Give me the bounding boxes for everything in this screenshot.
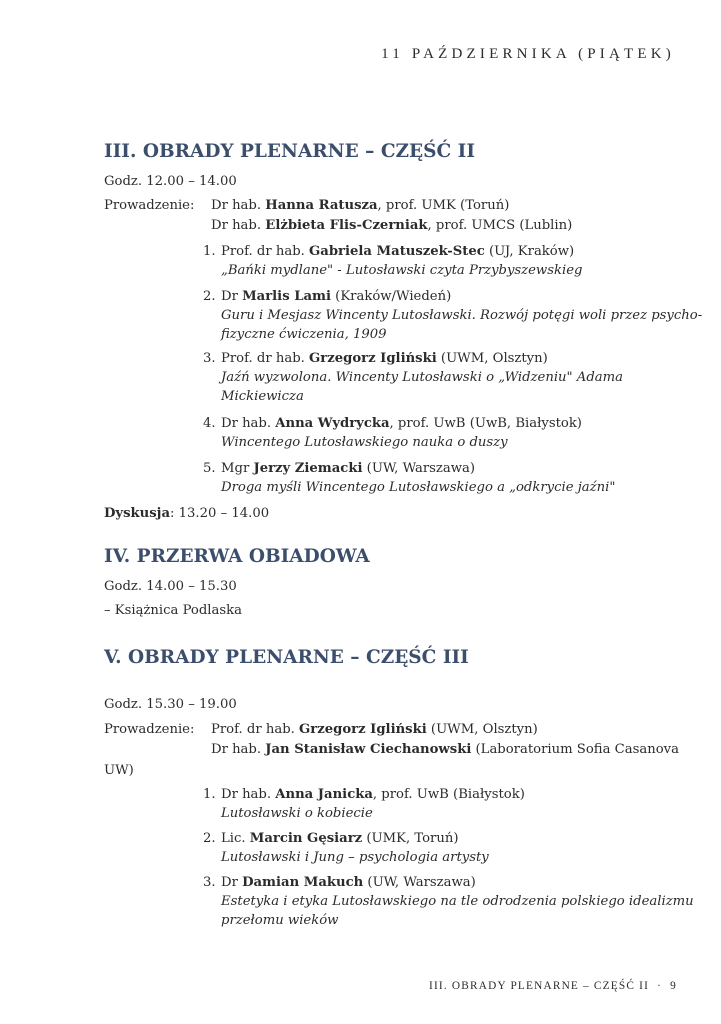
speaker-name: Damian Makuch [242,875,364,890]
section-title-iii: III. OBRADY PLENARNE – CZĘŚĆ II [104,141,475,162]
chair-name: Hanna Ratusza [265,198,378,213]
speaker-name: Anna Wydrycka [275,416,390,431]
session-time: Godz. 15.30 – 19.00 [104,697,237,712]
talk-title: Wincentego Lutosławskiego nauka o duszy [221,435,508,450]
chair-label: Prowadzenie: [104,198,195,213]
speaker-name: Marcin Gęsiarz [249,831,363,846]
chair-line: Prof. dr hab. Grzegorz Igliński (UWM, Olsztyn) [211,722,538,737]
section-title-v: V. OBRADY PLENARNE – CZĘŚĆ III [104,647,469,668]
session-time: Godz. 12.00 – 14.00 [104,174,237,189]
speaker-name: Anna Janicka [275,787,373,802]
talk-title: przełomu wieków [221,913,339,928]
talk-title: Droga myśli Wincentego Lutosławskiego a „odkrycie jaźni" [221,480,616,495]
chair-name: Elżbieta Flis-Czerniak [265,218,428,233]
section-title-iv: IV. PRZERWA OBIADOWA [104,546,370,567]
talk-title: Mickiewicza [221,389,304,404]
chair-line-wrap: UW) [104,763,134,778]
running-header: 11 PAŹDZIERNIKA (PIĄTEK) [381,46,675,62]
talk-title: Lutosławski o kobiecie [221,806,373,821]
session-time: Godz. 14.00 – 15.30 [104,579,237,594]
chair-name: Jan Stanisław Ciechanowski [265,742,472,757]
chair-label: Prowadzenie: [104,722,195,737]
talk-title: Guru i Mesjasz Wincenty Lutosławski. Rozwój potęgi woli przez psycho- [221,308,703,323]
page-number: 9 [670,980,677,992]
chair-line: Dr hab. Hanna Ratusza, prof. UMK (Toruń) [211,198,510,213]
chair-name: Grzegorz Igliński [299,722,427,737]
footer-separator: · [657,980,663,992]
discussion-line: Dyskusja: 13.20 – 14.00 [104,506,270,521]
running-footer: III. OBRADY PLENARNE – CZĘŚĆ II · 9 [429,980,677,992]
chair-line: Dr hab. Elżbieta Flis-Czerniak, prof. UMCS (Lublin) [211,218,573,233]
talk-title: Lutosławski i Jung – psychologia artysty [221,850,489,865]
chair-line: Dr hab. Jan Stanisław Ciechanowski (Laboratorium Sofia Casanova [211,742,679,757]
speaker-name: Gabriela Matuszek-Stec [309,244,485,259]
talk-title: Jaźń wyzwolona. Wincenty Lutosławski o „Widzeniu" Adama [221,370,623,385]
talk-title: Estetyka i etyka Lutosławskiego na tle odrodzenia polskiego idealizmu [221,894,694,909]
session-place: – Książnica Podlaska [104,603,243,618]
speaker-name: Marlis Lami [242,289,331,304]
speaker-name: Jerzy Ziemacki [253,461,363,476]
speaker-name: Grzegorz Igliński [309,351,437,366]
talk-title: fizyczne ćwiczenia, 1909 [221,327,387,342]
talk-title: „Bańki mydlane" - Lutosławski czyta Przybyszewskieg [221,263,583,278]
